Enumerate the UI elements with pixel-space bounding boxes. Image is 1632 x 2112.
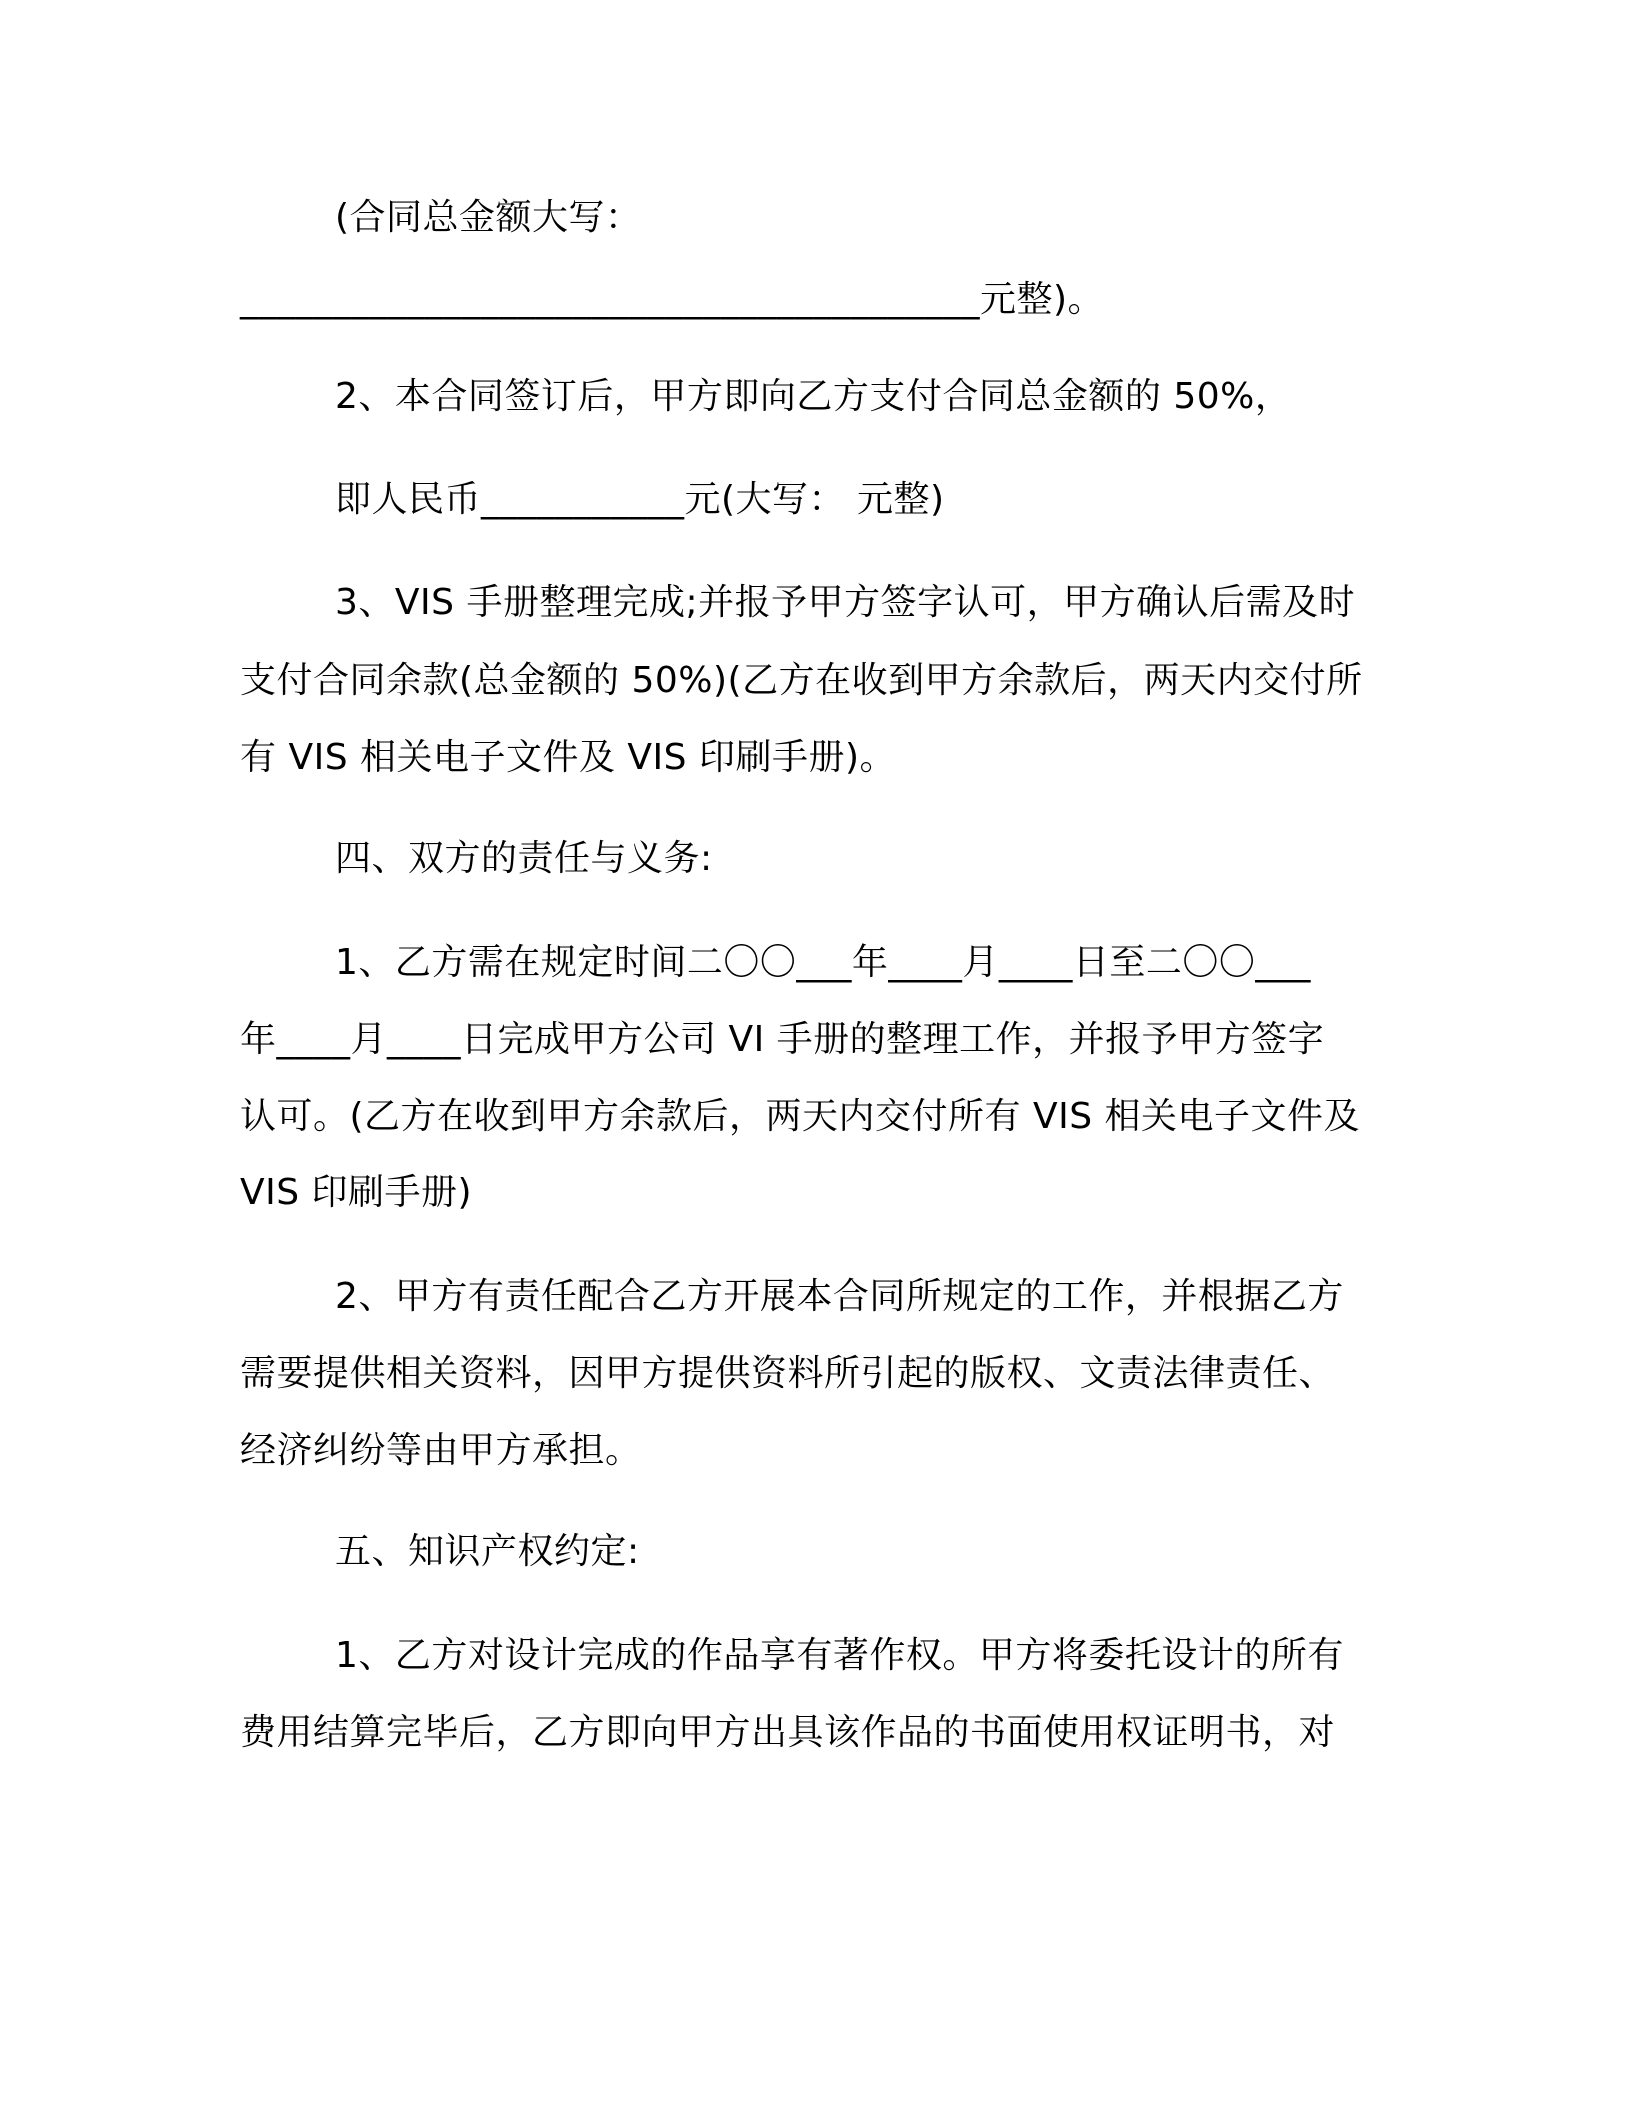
duty-clause-1-line-3: 认可。(乙方在收到甲方余款后，两天内交付所有 VIS 相关电子文件及 <box>240 1096 1361 1137</box>
contract-amount-uppercase-label: (合同总金额大写： <box>335 197 642 238</box>
duty-clause-1-line-4: VIS 印刷手册) <box>240 1172 473 1213</box>
ip-clause-1-line-2: 费用结算完毕后，乙方即向甲方出具该作品的书面使用权证明书，对 <box>240 1712 1336 1753</box>
payment-clause-3-line-2: 支付合同余款(总金额的 50%)(乙方在收到甲方余款后，两天内交付所 <box>240 660 1363 701</box>
duty-clause-1-line-2: 年____月____日完成甲方公司 VI 手册的整理工作，并报予甲方签字 <box>240 1019 1325 1060</box>
payment-clause-3-line-1: 3、VIS 手册整理完成;并报予甲方签字认可，甲方确认后需及时 <box>335 582 1356 623</box>
payment-clause-3-line-3: 有 VIS 相关电子文件及 VIS 印刷手册)。 <box>240 737 897 778</box>
duty-clause-2-line-1: 2、甲方有责任配合乙方开展本合同所规定的工作，并根据乙方 <box>335 1276 1344 1317</box>
duty-clause-2-line-2: 需要提供相关资料，因甲方提供资料所引起的版权、文责法律责任、 <box>240 1353 1336 1394</box>
duty-clause-1-line-1: 1、乙方需在规定时间二〇〇___年____月____日至二〇〇___ <box>335 942 1311 983</box>
contract-amount-uppercase-blank: ________________________________________元整)。 <box>240 279 1105 320</box>
section-4-heading: 四、双方的责任与义务: <box>335 838 713 879</box>
payment-clause-2-line-2: 即人民币___________元(大写： 元整) <box>335 479 945 520</box>
section-5-heading: 五、知识产权约定: <box>335 1531 640 1572</box>
payment-clause-2-line-1: 2、本合同签订后，甲方即向乙方支付合同总金额的 50%， <box>335 376 1292 417</box>
ip-clause-1-line-1: 1、乙方对设计完成的作品享有著作权。甲方将委托设计的所有 <box>335 1635 1344 1676</box>
duty-clause-2-line-3: 经济纠纷等由甲方承担。 <box>240 1430 642 1471</box>
